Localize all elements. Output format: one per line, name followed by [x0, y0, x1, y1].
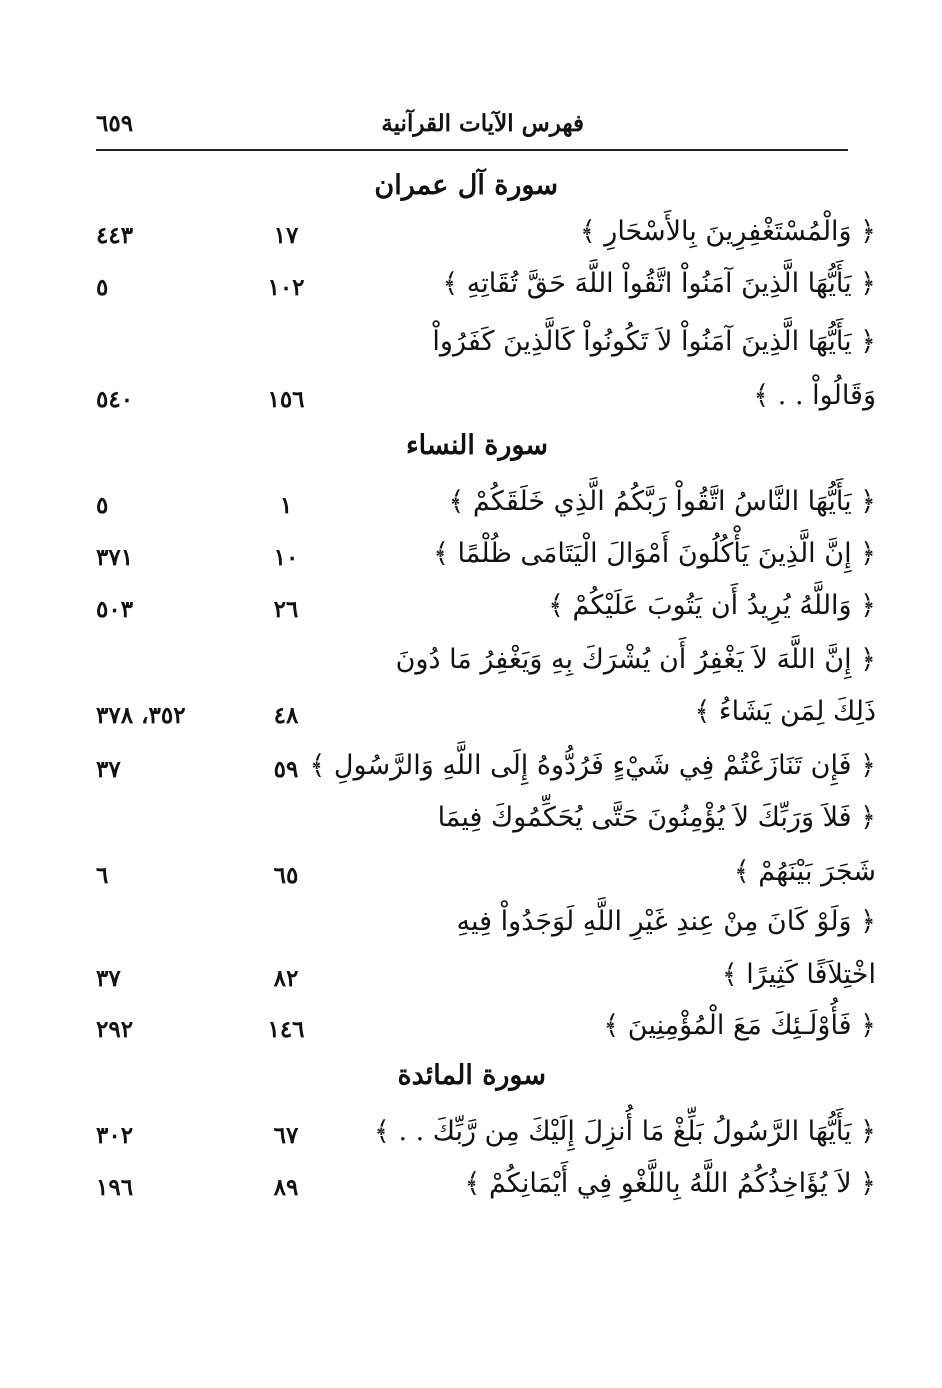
surah-heading: سورة النساء	[405, 430, 548, 461]
verse-text: ذَلِكَ لِمَن يَشَاءُ ﴾	[694, 696, 876, 727]
page-reference: ٣٥٢، ٣٧٨	[96, 702, 186, 729]
verse-text: ﴿ يَأَيُّهَا النَّاسُ اتَّقُواْ رَبَّكُمُ الَّذِي خَلَقَكُمْ ﴾	[448, 486, 876, 517]
index-row	[96, 798, 876, 850]
index-row	[96, 852, 876, 904]
ayah-number: ١٠	[273, 544, 299, 571]
ayah-number: ٦٥	[273, 862, 299, 889]
page-reference: ١٩٦	[96, 1174, 134, 1201]
index-row	[96, 746, 876, 798]
surah-heading: سورة آل عمران	[374, 170, 558, 201]
index-row	[96, 692, 876, 744]
verse-text: ﴿ يَأَيُّهَا الرَّسُولُ بَلِّغْ مَا أُنزِلَ إِلَيْكَ مِن رَّبِّكَ . . ﴾	[374, 1116, 876, 1147]
verse-text: ﴿ وَاللَّهُ يُرِيدُ أَن يَتُوبَ عَلَيْكُمْ ﴾	[548, 590, 876, 621]
index-row	[96, 212, 876, 264]
index-row	[96, 640, 876, 692]
index-row	[96, 1112, 876, 1164]
page-reference: ٣٠٢	[96, 1122, 134, 1149]
verse-text: ﴿ فَأُوْلَـئِكَ مَعَ الْمُؤْمِنِينَ ﴾	[603, 1010, 876, 1041]
ayah-number: ١٤٦	[267, 1016, 305, 1043]
ayah-number: ١٧	[273, 222, 299, 249]
page-reference: ٣٧	[96, 756, 121, 783]
index-row	[96, 955, 876, 1007]
page-reference: ٣٧١	[96, 544, 134, 571]
page-reference: ٦	[96, 862, 109, 889]
page-reference: ٥٠٣	[96, 596, 134, 623]
ayah-number: ٢٦	[273, 596, 299, 623]
verse-text: اخْتِلاَفًا كَثِيرًا ﴾	[721, 959, 876, 990]
page-reference: ٥	[96, 274, 109, 301]
verse-text: ﴿ وَالْمُسْتَغْفِرِينَ بِالأَسْحَارِ ﴾	[579, 216, 876, 247]
ayah-number: ٨٢	[273, 965, 299, 992]
verse-text: ﴿ إِنَّ الَّذِينَ يَأْكُلُونَ أَمْوَالَ الْيَتَامَى ظُلْمًا ﴾	[433, 538, 876, 569]
ayah-number: ٨٩	[273, 1174, 299, 1201]
verse-text: ﴿ وَلَوْ كَانَ مِنْ عِندِ غَيْرِ اللَّهِ لَوَجَدُواْ فِيهِ	[456, 906, 876, 937]
ayah-number: ١٠٢	[267, 274, 305, 301]
ayah-number: ٤٨	[273, 702, 299, 729]
index-row	[96, 902, 876, 954]
page-reference: ٣٧	[96, 965, 121, 992]
ayah-number: ٥٩	[273, 756, 299, 783]
page-reference: ٥	[96, 492, 109, 519]
running-title: فهرس الآيات القرآنية	[381, 110, 584, 137]
index-row	[96, 482, 876, 534]
index-row	[96, 322, 876, 374]
page-reference: ٥٤٠	[96, 386, 134, 413]
ayah-number: ٦٧	[273, 1122, 299, 1149]
ayah-number: ١	[279, 492, 293, 519]
index-row	[96, 586, 876, 638]
verse-text: شَجَرَ بَيْنَهُمْ ﴾	[733, 856, 876, 887]
index-row	[96, 534, 876, 586]
verse-text: وَقَالُواْ . . ﴾	[753, 380, 876, 411]
index-row	[96, 1164, 876, 1216]
verse-text: ﴿ يَأَيُّهَا الَّذِينَ آمَنُواْ اتَّقُواْ اللَّهَ حَقَّ تُقَاتِهِ ﴾	[442, 268, 876, 299]
index-row	[96, 376, 876, 428]
ayah-number: ١٥٦	[267, 386, 305, 413]
verse-text: ﴿ يَأَيُّهَا الَّذِينَ آمَنُواْ لاَ تَكُونُواْ كَالَّذِينَ كَفَرُواْ	[432, 326, 876, 357]
surah-heading: سورة المائدة	[397, 1060, 546, 1091]
verse-text: ﴿ فَإِن تَنَازَعْتُمْ فِي شَيْءٍ فَرُدُّوهُ إِلَى اللَّهِ وَالرَّسُولِ ﴾	[309, 750, 876, 781]
verse-text: ﴿ إِنَّ اللَّهَ لاَ يَغْفِرُ أَن يُشْرَكَ بِهِ وَيَغْفِرُ مَا دُونَ	[395, 644, 876, 675]
index-row	[96, 264, 876, 316]
page-number: ٦٥٩	[96, 110, 134, 137]
verse-text: ﴿ فَلاَ وَرَبِّكَ لاَ يُؤْمِنُونَ حَتَّى يُحَكِّمُوكَ فِيمَا	[437, 802, 876, 833]
page-reference: ٢٩٢	[96, 1016, 134, 1043]
page-reference: ٤٤٣	[96, 222, 134, 249]
index-row	[96, 1006, 876, 1058]
verse-text: ﴿ لاَ يُؤَاخِذُكُمُ اللَّهُ بِاللَّغْوِ فِي أَيْمَانِكُمْ ﴾	[464, 1168, 876, 1199]
